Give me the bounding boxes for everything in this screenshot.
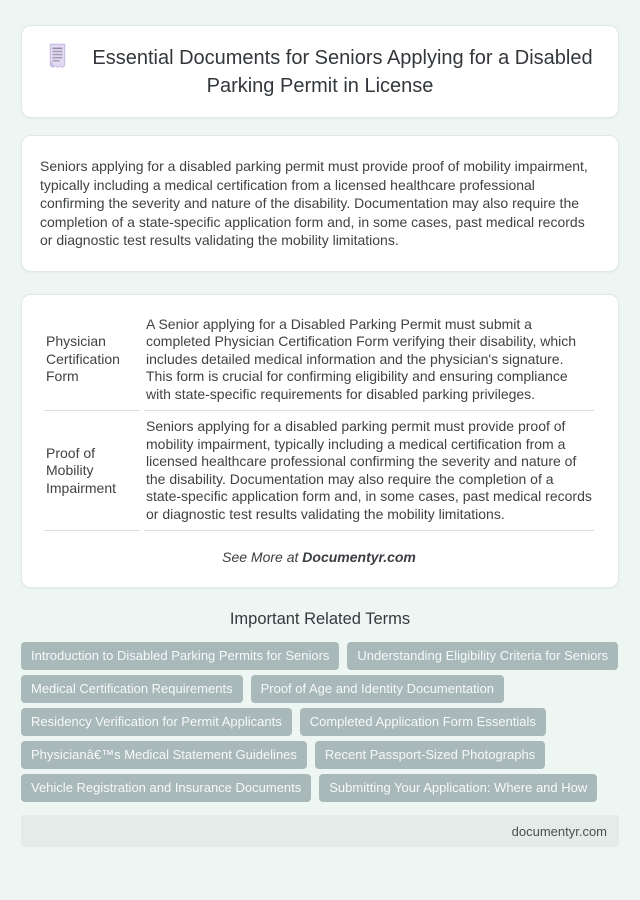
related-term-tag[interactable]: Submitting Your Application: Where and How (319, 774, 597, 802)
related-terms-heading: Important Related Terms (229, 610, 411, 629)
intro-card (21, 135, 619, 272)
brand-link[interactable]: Documentyr.com (302, 549, 416, 566)
related-term-tag[interactable]: Understanding Eligibility Criteria for Seniors (347, 642, 618, 670)
page-title-text: Essential Documents for Seniors Applying for a Disabled Parking Permit in License (92, 47, 593, 97)
definition-cell: Seniors applying for a disabled parking permit must provide proof of mobility impairment, typically including a medical certification from a licensed healthcare professional confirming the severity and nature of the disability. Documentation may also require the completion of a state-specific application form and, in some cases, past medical records or diagnostic test results validating the mobility limitations. (144, 411, 594, 531)
related-term-tag[interactable]: Introduction to Disabled Parking Permits for Seniors (21, 642, 339, 670)
documents-table-card (21, 294, 619, 589)
term-cell: Physician Certification Form (44, 309, 140, 412)
related-term-tag[interactable]: Recent Passport-Sized Photographs (315, 741, 545, 769)
page-title (46, 43, 594, 100)
table-row (44, 309, 594, 412)
footer-bar (21, 815, 619, 847)
related-terms-list (21, 642, 619, 802)
related-term-tag[interactable]: Physicianâ€™s Medical Statement Guidelines (21, 741, 307, 769)
receipt-icon (47, 43, 68, 69)
documents-table (40, 309, 598, 532)
related-term-tag[interactable]: Proof of Age and Identity Documentation (251, 675, 504, 703)
definition-cell: A Senior applying for a Disabled Parking Permit must submit a completed Physician Certification Form verifying their disability, which includes detailed medical information and the physician's signature. This form is crucial for confirming eligibility and ensuring compliance with state-specific requirements for disabled parking privileges. (144, 309, 594, 412)
table-row (44, 411, 594, 531)
see-more-note (40, 549, 598, 565)
see-more-prefix: See More at (222, 549, 303, 566)
footer-site-link[interactable]: documentyr.com (511, 823, 607, 839)
related-term-tag[interactable]: Medical Certification Requirements (21, 675, 243, 703)
related-term-tag[interactable]: Completed Application Form Essentials (300, 708, 546, 736)
related-term-tag[interactable]: Vehicle Registration and Insurance Documents (21, 774, 311, 802)
related-term-tag[interactable]: Residency Verification for Permit Applicants (21, 708, 292, 736)
intro-paragraph: Seniors applying for a disabled parking permit must provide proof of mobility impairment, typically including a medical certification from a licensed healthcare professional confirming the severity and nature of the disability. Documentation may also require the completion of a state-specific application form and, in some cases, past medical records or diagnostic test results validating the mobility limitations. (40, 158, 588, 249)
header-card (21, 25, 619, 118)
term-cell: Proof of Mobility Impairment (44, 411, 140, 531)
